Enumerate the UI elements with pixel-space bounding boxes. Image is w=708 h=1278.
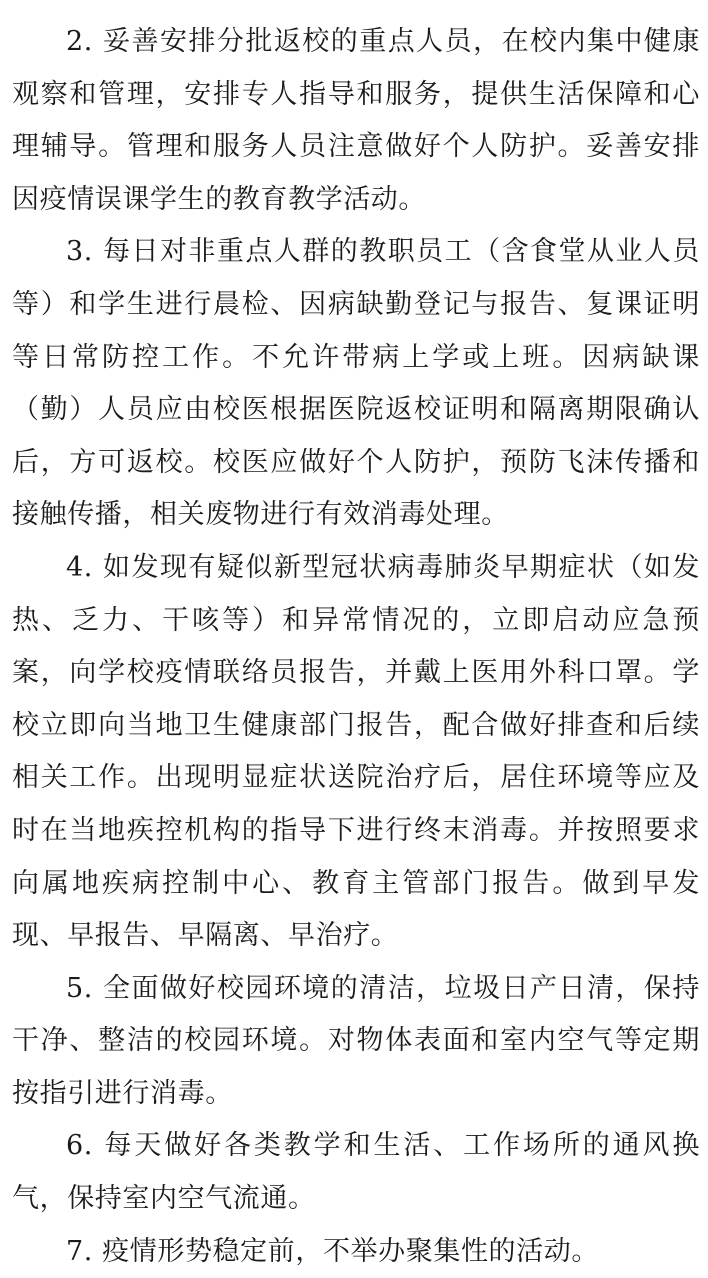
paragraph-item-3: 3. 每日对非重点人群的教职员工（含食堂从业人员等）和学生进行晨检、因病缺勤登记与报告、复课证明等日常防控工作。不允许带病上学或上班。因病缺课（勤）人员应由校医根据医院返校证明和隔离期限确认后，方可返校。校医应做好个人防护，预防飞沫传播和接触传播，相关废物进行有效消毒处理。 [12,236,700,531]
paragraph-item-5: 5. 全面做好校园环境的清洁，垃圾日产日清，保持干净、整洁的校园环境。对物体表面和室内空气等定期按指引进行消毒。 [12,972,700,1109]
paragraph-item-2: 2. 妥善安排分批返校的重点人员，在校内集中健康观察和管理，安排专人指导和服务，提供生活保障和心理辅导。管理和服务人员注意做好个人防护。妥善安排因疫情误课学生的教育教学活动。 [12,26,700,215]
paragraph-item-6: 6. 每天做好各类教学和生活、工作场所的通风换气，保持室内空气流通。 [12,1130,700,1215]
paragraph-item-4: 4. 如发现有疑似新型冠状病毒肺炎早期症状（如发热、乏力、干咳等）和异常情况的，立即启动应急预案，向学校疫情联络员报告，并戴上医用外科口罩。学校立即向当地卫生健康部门报告，配合做好排查和后续相关工作。出现明显症状送院治疗后，居住环境等应及时在当地疾控机构的指导下进行终末消毒。并按照要求向属地疾病控制中心、教育主管部门报告。做到早发现、早报告、早隔离、早治疗。 [12,551,700,952]
document-body [12,16,700,1278]
paragraph-item-7: 7. 疫情形势稳定前，不举办聚集性的活动。 [66,1235,599,1267]
